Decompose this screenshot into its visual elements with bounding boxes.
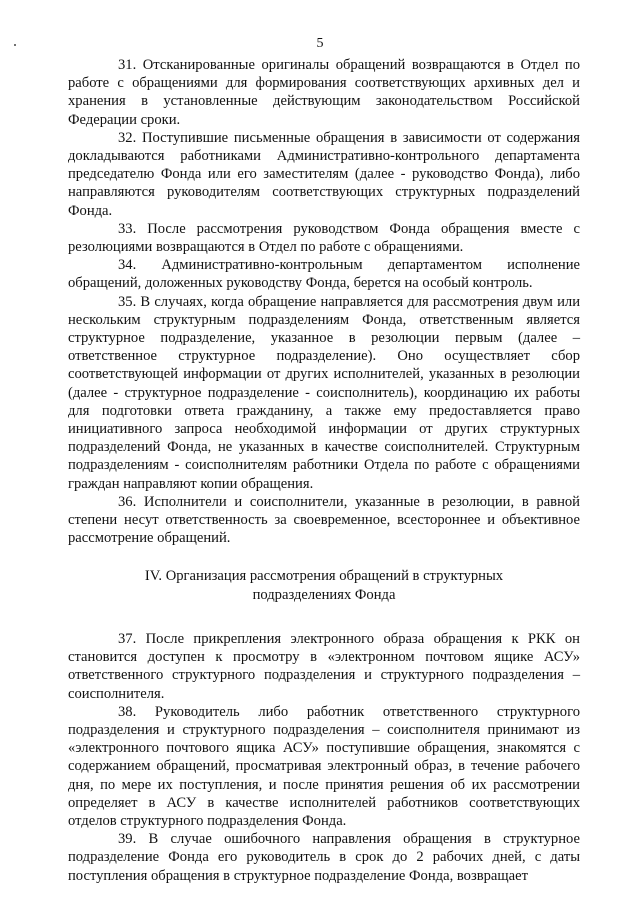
paragraph-38: 38. Руководитель либо работник ответственного структурного подразделения и структурного подразделения – соисполнителя принимают из «электронного почтового ящика АСУ» поступившие обращения, знакомятся с содержанием обращений, просматривая электронный образ, в течение рабочего дня, по мере их поступления, и после принятия решения об их рассмотрении определяет в АСУ в качестве исполнителей работников соответствующих отделов структурного подразделения Фонда. [68, 703, 580, 829]
paragraph-36: 36. Исполнители и соисполнители, указанные в резолюции, в равной степени несут ответственность за своевременное, всестороннее и объективное рассмотрение обращений. [68, 493, 580, 547]
paragraph-33: 33. После рассмотрения руководством Фонда обращения вместе с резолюциями возвращаются в Отдел по работе с обращениями. [68, 220, 580, 256]
paragraph-39: 39. В случае ошибочного направления обращения в структурное подразделение Фонда его руководитель в срок до 2 рабочих дней, с даты поступления обращения в структурное подразделение Фонда, возвращает [68, 831, 580, 884]
paragraph-35: 35. В случаях, когда обращение направляется для рассмотрения двум или нескольким структурным подразделениям Фонда, ответственным является структурное подразделение, указанное в резолюции первым (далее – ответственное структурное подразделение). Оно осуществляет сбор соответствующей информации от других исполнителей, указанных в резолюции (далее - структурное подразделение - соисполнитель), координацию их работы для подготовки ответа гражданину, а также ему предоставляется право инициативного запроса необходимой информации от других структурных подразделений Фонда, не указанных в качестве соисполнителей. Структурным подразделениям - соисполнителям работники Отдела по работе с обращениями граждан направляют копии обращения. [68, 293, 580, 492]
paragraph-32: 32. Поступившие письменные обращения в зависимости от содержания докладываются работниками Административно-контрольного департамента председателю Фонда или его заместителям (далее - руководство Фонда), либо направляются руководителям соответствующих структурных подразделений Фонда. [68, 129, 580, 219]
page-number: 5 [316, 36, 324, 51]
section-heading: IV. Организация рассмотрения обращений в структурных подразделениях Фонда [144, 568, 504, 603]
paragraph-31: 31. Отсканированные оригиналы обращений возвращаются в Отдел по работе с обращениями для формирования соответствующих архивных дел и хранения в установленные действующим законодательством Российской Федерации сроки. [68, 57, 580, 128]
paragraph-37: 37. После прикрепления электронного образа обращения к РКК он становится доступен к просмотру в «электронном почтовом ящике АСУ» ответственного структурного подразделения и структурного подразделения – соисполнителя. [68, 630, 580, 702]
paragraph-34: 34. Административно-контрольным департаментом исполнение обращений, доложенных руководству Фонда, берется на особый контроль. [68, 257, 580, 292]
document-body [68, 56, 580, 885]
